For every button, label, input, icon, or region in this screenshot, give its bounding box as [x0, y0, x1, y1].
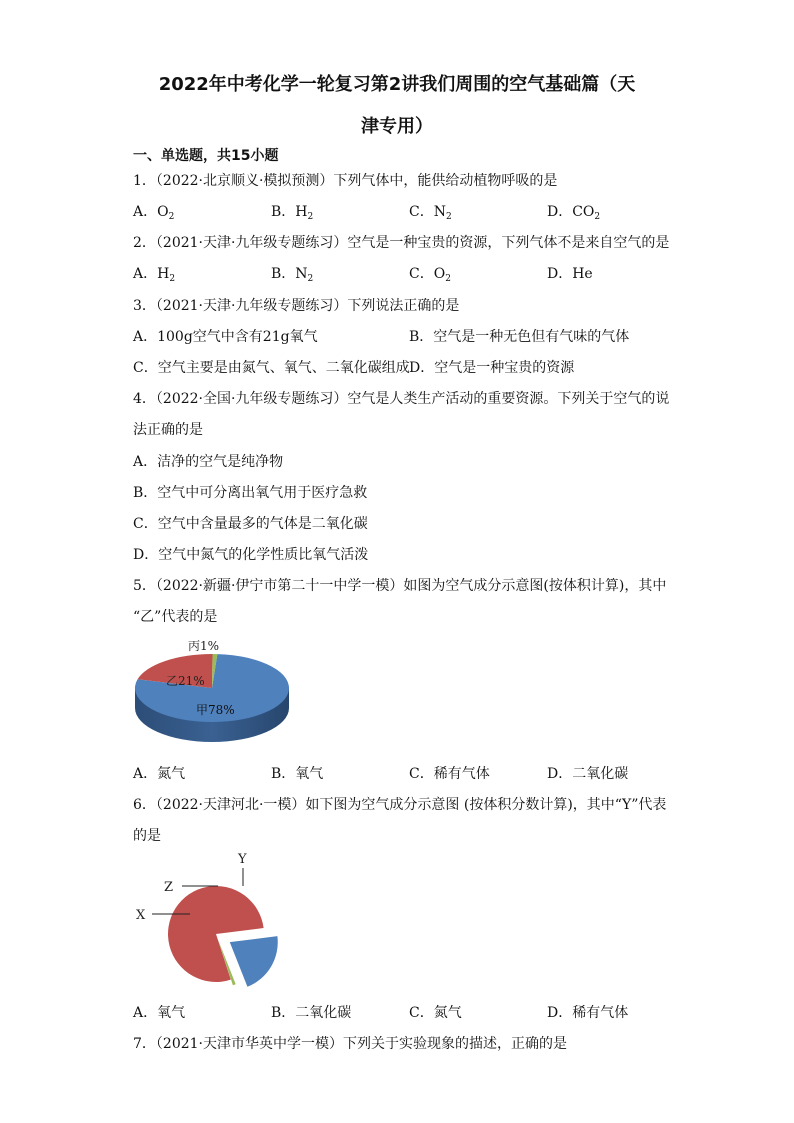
question-3-option-a[interactable]: A．100g空气中含有21g氧气: [133, 329, 318, 345]
question-1-option-b[interactable]: B．$H_2$: [271, 204, 314, 222]
pie1-label-bing: 丙1%: [188, 639, 220, 653]
question-6-stem-line1: 6．（2022·天津河北·一模）如下图为空气成分示意图 (按体积分数计算)，其中“Y”代表: [133, 797, 667, 813]
question-6-option-a[interactable]: A．氧气: [133, 1005, 186, 1021]
question-1-option-d[interactable]: D．$CO_2$: [547, 204, 601, 222]
question-6-option-b[interactable]: B．二氧化碳: [271, 1005, 352, 1021]
question-5-option-a[interactable]: A．氮气: [133, 766, 186, 782]
question-2-stem: 2．（2021·天津·九年级专题练习）空气是一种宝贵的资源，下列气体不是来自空气的是: [133, 235, 670, 251]
question-6-stem-line2: 的是: [133, 828, 161, 844]
pie2-label-y: Y: [238, 852, 247, 867]
document-title-line1: 2022年中考化学一轮复习第2讲我们周围的空气基础篇（天: [158, 74, 636, 95]
question-4-option-a[interactable]: A．洁净的空气是纯净物: [133, 454, 284, 470]
question-3-stem: 3．（2021·天津·九年级专题练习）下列说法正确的是: [133, 298, 460, 314]
question-5-option-d[interactable]: D．二氧化碳: [547, 766, 629, 782]
question-4-option-c[interactable]: C．空气中含量最多的气体是二氧化碳: [133, 516, 368, 532]
question-3-option-c[interactable]: C．空气主要是由氮气、氧气、二氧化碳组成: [133, 360, 410, 376]
question-1-option-c[interactable]: C．$N_2$: [409, 204, 452, 222]
question-4-option-d[interactable]: D．空气中氮气的化学性质比氧气活泼: [133, 547, 369, 563]
question-4-option-b[interactable]: B．空气中可分离出氧气用于医疗急救: [133, 485, 368, 501]
question-2-option-c[interactable]: C．$O_2$: [409, 266, 451, 284]
question-4-stem-line2: 法正确的是: [133, 422, 203, 438]
section-heading: 一、单选题，共15小题: [133, 148, 279, 164]
pie2-label-z: Z: [164, 880, 174, 895]
question-7-stem: 7．（2021·天津市华英中学一模）下列关于实验现象的描述，正确的是: [133, 1036, 567, 1052]
document-title-line2: 津专用）: [361, 116, 433, 137]
question-3-option-d[interactable]: D．空气是一种宝贵的资源: [409, 360, 575, 376]
question-3-option-b[interactable]: B．空气是一种无色但有气味的气体: [409, 329, 630, 345]
pie-chart-3d: [130, 632, 300, 754]
question-2-option-d[interactable]: D．He: [547, 266, 593, 282]
pie2-slice-y: [230, 936, 278, 987]
question-5-option-c[interactable]: C．稀有气体: [409, 766, 490, 782]
question-4-stem-line1: 4．（2022·全国·九年级专题练习）空气是人类生产活动的重要资源。下列关于空气的说: [133, 391, 670, 407]
question-1-option-a[interactable]: A．$O_2$: [133, 204, 175, 222]
question-2-option-a[interactable]: A．$H_2$: [133, 266, 176, 284]
question-5-stem-line1: 5．（2022·新疆·伊宁市第二十一中学一模）如图为空气成分示意图(按体积计算)，其中: [133, 578, 667, 594]
question-6-option-c[interactable]: C．氮气: [409, 1005, 462, 1021]
question-6-option-d[interactable]: D．稀有气体: [547, 1005, 629, 1021]
pie2-label-x: X: [136, 908, 146, 923]
question-5-stem-line2: “乙”代表的是: [133, 609, 218, 625]
pie-chart-exploded: [130, 846, 280, 996]
question-5-option-b[interactable]: B．氧气: [271, 766, 324, 782]
question-1-stem: 1．（2022·北京顺义·模拟预测）下列气体中，能供给动植物呼吸的是: [133, 173, 558, 189]
pie1-label-jia: 甲78%: [196, 703, 235, 717]
pie1-label-yi: 乙21%: [166, 674, 205, 688]
question-2-option-b[interactable]: B．$N_2$: [271, 266, 314, 284]
